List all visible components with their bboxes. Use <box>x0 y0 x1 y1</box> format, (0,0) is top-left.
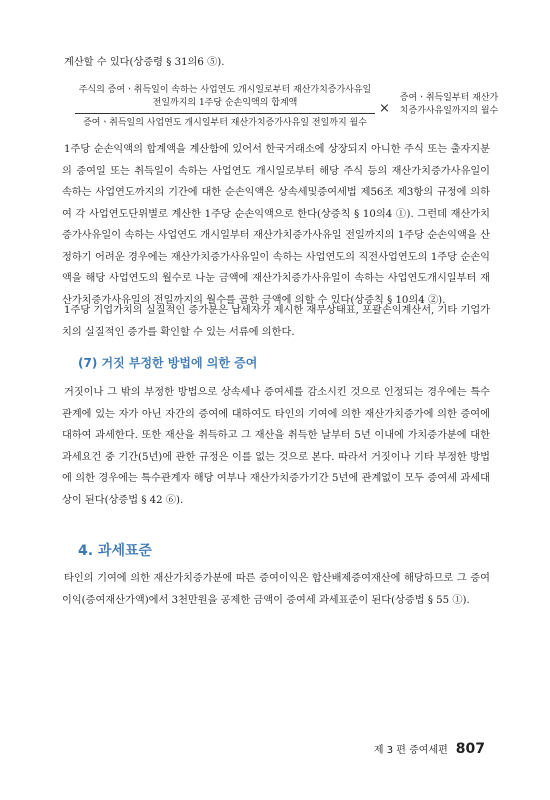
paragraph-tax-base: 타인의 기여에 의한 재산가치증가분에 따른 증여이익은 합산배제증여재산에 해당하므로 그 증여이익(증여재산가액)에서 3천만원을 공제한 금액이 증여세 과세표준이 된다(상증법 § 55 ①). <box>62 573 490 606</box>
section-heading-tax-base: 4. 과세표준 <box>78 543 153 559</box>
formula-fraction <box>75 84 375 130</box>
intro-text: 계산할 수 있다(상증령 § 31의6 ⑤). <box>64 57 225 68</box>
formula-multiplier: 증여ㆍ취득일부터 재산가치증가사유일까지의 월수 <box>399 93 499 116</box>
chapter-label: 제 3 편 증여세편 <box>373 745 448 756</box>
fraction-bar <box>75 113 375 114</box>
section-heading-fraudulent-gift: (7) 거짓 부정한 방법에 의한 증여 <box>78 356 258 370</box>
paragraph-fraudulent-gift: 거짓이나 그 밖의 부정한 방법으로 상속세나 증여세를 감소시킨 것으로 인정되는 경우에는 특수관계에 있는 자가 아닌 자간의 증여에 대하여도 타인의 기여에 의한 재산가치증가에 의한 증여에 대하여 과세한다. 또한 재산을 취득하고 그 재산을 취득한 날부터 5년 이내에 가치증가분에 대한 과세요건 중 기간(5년)에 관한 규정은 이를 없는 것으로 본다. 따라서 거짓이나 기타 부정한 방법에 의한 경우에는 특수관계자 해당 여부나 재산가치증가기간 5년에 관계없이 모두 증여세 과세대상이 된다(상증법 § 42 ⑥). <box>62 387 490 506</box>
paragraph-value-increase: 1주당 기업가치의 실질적인 증가분은 납세자가 제시한 재무상태표, 포괄손익계산서, 기타 기업가치의 실질적인 증가를 확인할 수 있는 서류에 의한다. <box>62 305 490 338</box>
paragraph-net-income: 1주당 순손익액의 합계액을 계산함에 있어서 한국거래소에 상장되지 아니한 주식 또는 출자지분의 증여일 또는 취득일이 속하는 사업연도 개시일로부터 해당 주식 등의 재산가치증가사유일이 속하는 사업연도까지의 기간에 대한 순손익액은 상속세및증여세법 제56조 제3항의 규정에 의하여 각 사업연도단위별로 계산한 1주당 순손익액으로 한다(상증칙 § 10의4 ①). 그런데 재산가치증가사유일이 속하는 사업연도 개시일부터 재산가치증가사유일 전일까지의 1주당 순손익액을 산정하기 어려운 경우에는 재산가치증가사유일이 속하는 사업연도의 직전사업연도의 1주당 순손익액을 해당 사업연도의 월수로 나눈 금액에 재산가치증가사유일이 속하는 사업연도개시일부터 재산가치증가사유일의 전일까지의 월수를 곱한 금액에 의할 수 있다(상증칙 § 10의4 ②). <box>62 144 490 306</box>
page-footer <box>374 741 485 757</box>
formula-numerator: 주식의 증여ㆍ취득일이 속하는 사업연도 개시일로부터 재산가치증가사유일 전일까지의 1주당 순손익액의 합계액 <box>78 85 372 108</box>
page-number: 807 <box>455 741 485 757</box>
multiply-operator: × <box>379 101 390 116</box>
formula-denominator: 증여ㆍ취득일의 사업연도 개시일부터 재산가치증가사유일 전일까지 월수 <box>83 118 367 128</box>
monthly-proration-formula <box>75 80 499 134</box>
